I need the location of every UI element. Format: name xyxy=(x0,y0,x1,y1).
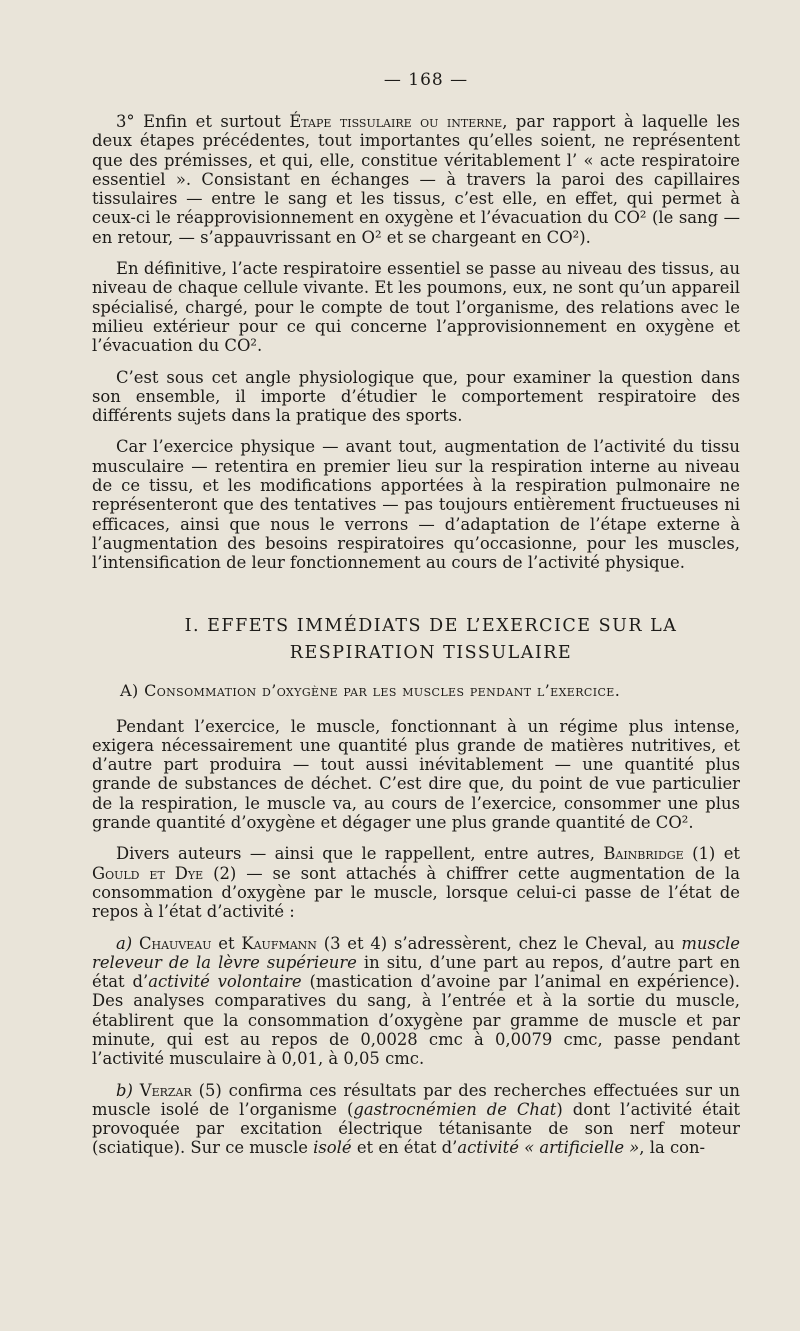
paragraph-exercise: Car l’exercice physique — avant tout, augmentation de l’activité du tissu musculaire — retentira en premier lieu sur la respiration interne au niveau de ce tissu, et les modifications apportées à la respiration pulmonaire ne représenteront que des tentatives — pas toujours entièrement fructueuses ni efficaces, ainsi que nous le verrons — d’adaptation de l’étape externe à l’augmentation des besoins respiratoires qu’occasionne, pour les muscles, l’intensification de leur fonctionnement au cours de l’activité physique. xyxy=(92,437,740,573)
paragraph-tissue-stage: 3° Enfin et surtout Étape tissulaire ou interne, par rapport à laquelle les deux étapes précédentes, tout importantes qu’elles soient, ne représentent que des prémisses, et qui, elle, constitue véritablement l’ « acte respiratoire essentiel ». Consistant en échanges — à travers la paroi des capillaires tissulaires — entre le sang et les tissus, c’est elle, en effet, qui permet à ceux-ci le réapprovisionnement en oxygène et l’évacuation du CO² (le sang — en retour, — s’appauvrissant en O² et se chargeant en CO²). xyxy=(92,112,740,247)
paragraph-authors: Divers auteurs — ainsi que le rappellent, entre autres, Bainbridge (1) et Gould et Dye (2) — se sont attachés à chiffrer cette augmentation de la consommation d’oxygène par le muscle, lorsque celui-ci passe de l’état de repos à l’état d’activité : xyxy=(92,844,740,922)
paragraph-angle: C’est sous cet angle physiologique que, pour examiner la question dans son ensemble, il importe d’étudier le comportement respiratoire des différents sujets dans la pratique des sports. xyxy=(92,367,740,426)
author-gould-dye: Gould et Dye xyxy=(92,863,204,883)
author-bainbridge: Bainbridge xyxy=(603,844,684,864)
author-kaufmann: Kaufmann xyxy=(241,933,317,953)
paragraph-chauveau: a) Chauveau et Kaufmann (3 et 4) s’adressèrent, chez le Cheval, au muscle releveur de la lèvre supérieure in situ, d’une part au repos, d’autre part en état d’activité volontaire (mastication d’avoine par l’animal en expérience). Des analyses comparatives du sang, à l’entrée et à la sortie du muscle, établirent que la consommation d’oxygène par gramme de muscle et par minute, qui est au repos de 0,0028 cmc à 0,0079 cmc, passe pendant l’activité musculaire à 0,01, à 0,05 cmc. xyxy=(92,933,741,1069)
author-verzar: Verzar xyxy=(139,1080,192,1100)
paragraph-verzar: b) Verzar (5) confirma ces résultats par des recherches effectuées sur un muscle isolé de l’organisme (gastrocnémien de Chat) dont l’activité était provoquée par excitation électrique tétanisante de son nerf moteur (sciatique). Sur ce muscle isolé et en état d’activité « artificielle », la con- xyxy=(92,1080,741,1158)
tissue-stage-heading: Étape tissulaire ou interne xyxy=(289,112,503,131)
subsection-title: A) Consommation d’oxygène par les muscles pendant l’exercice. xyxy=(120,680,621,700)
page-number: — 168 — xyxy=(383,70,469,90)
section-title: I. EFFETS IMMÉDIATS DE L’EXERCICE SUR LA RESPIRATION TISSULAIRE xyxy=(184,615,678,663)
author-chauveau: Chauveau xyxy=(138,933,212,953)
paragraph-definition: En définitive, l’acte respiratoire essentiel se passe au niveau des tissus, au niveau de chaque cellule vivante. Et les poumons, eux, ne sont qu’un appareil spécialisé, chargé, pour le compte de tout l’organisme, des relations avec le milieu extérieur pour ce qui concerne l’approvisionnement en oxygène et l’évacuation du CO². xyxy=(92,259,740,356)
paragraph-muscle-regime: Pendant l’exercice, le muscle, fonctionnant à un régime plus intense, exigera nécessairement une quantité plus grande de matières nutritives, et d’autre part produira — tout aussi inévitablement — une quantité plus grande de substances de déchet. C’est dire que, du point de vue particulier de la respiration, le muscle va, au cours de l’exercice, consommer une plus grande quantité d’oxygène et dégager une plus grande quantité de CO². xyxy=(92,716,740,833)
